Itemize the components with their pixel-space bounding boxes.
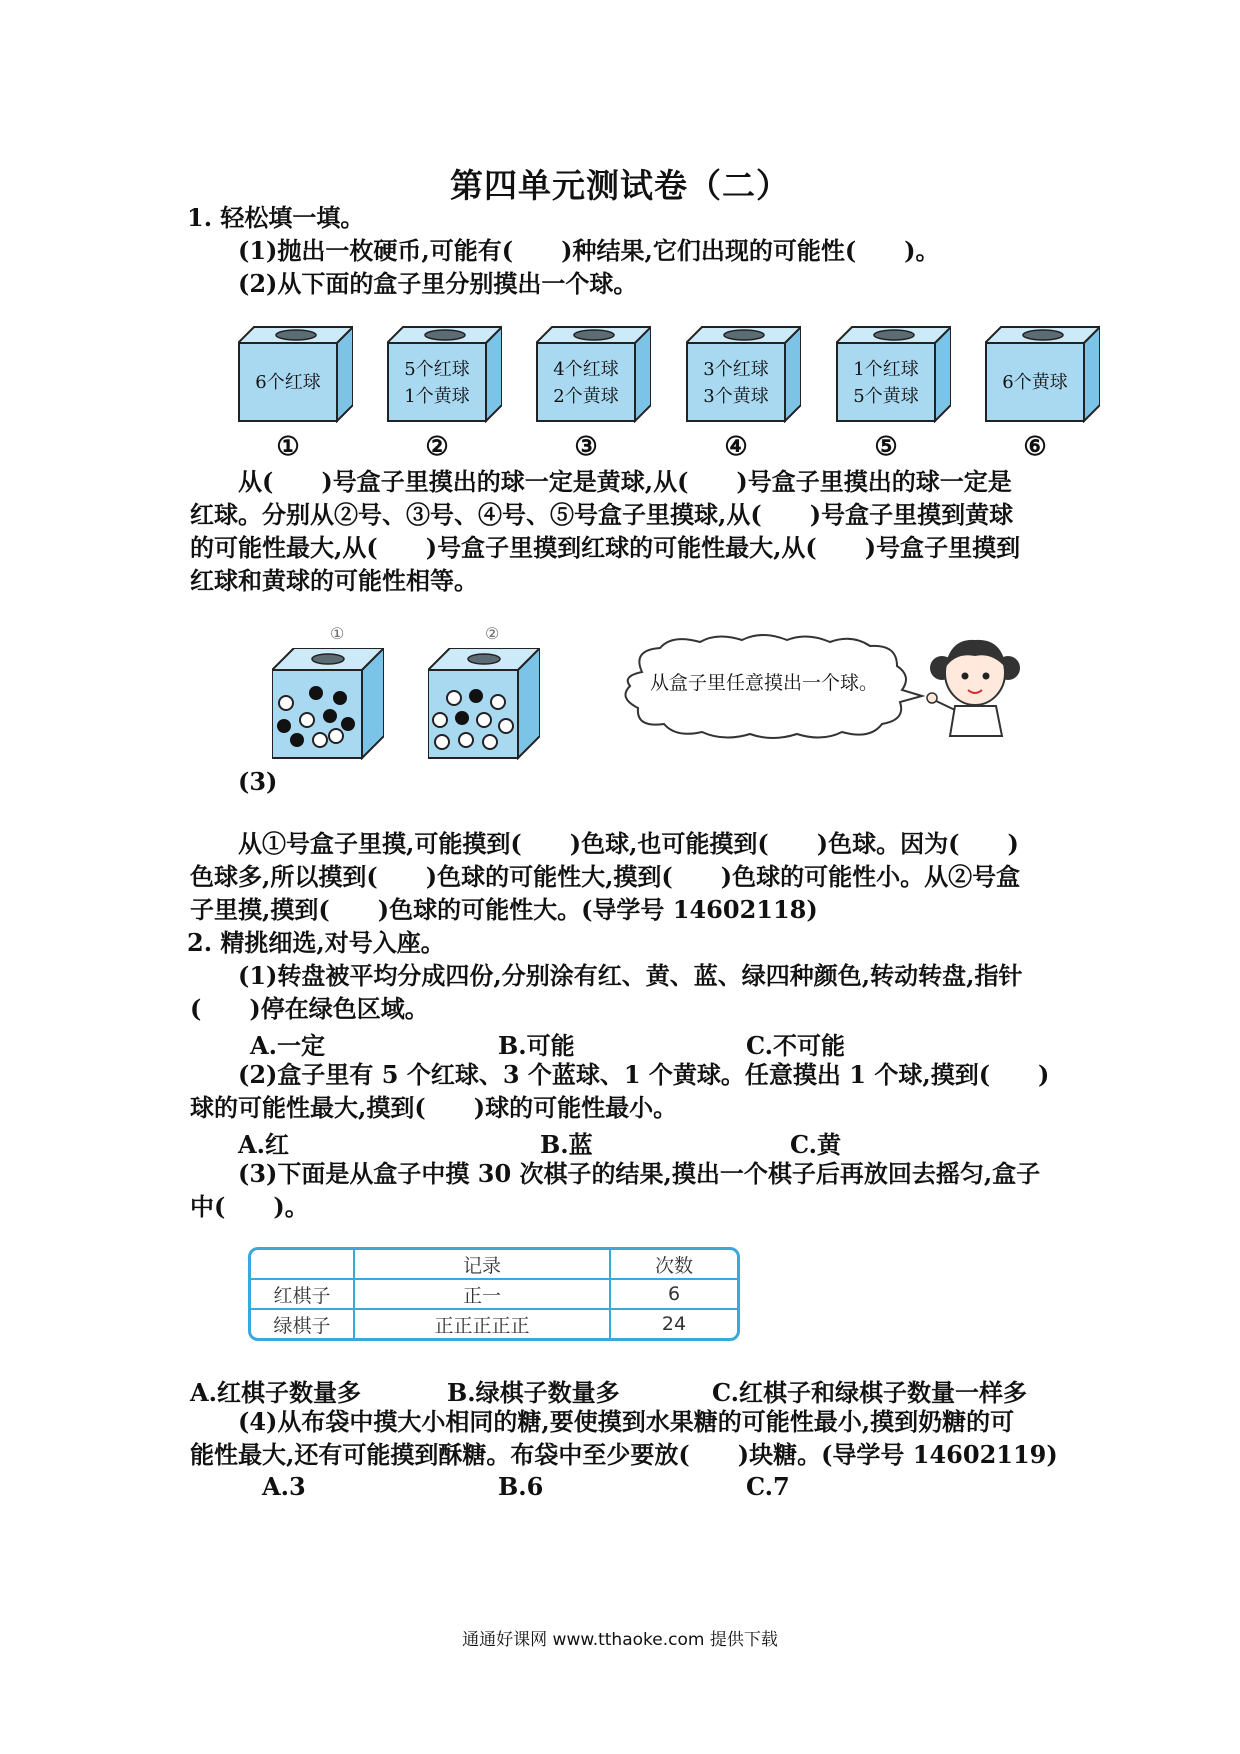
small-box-1-number: ①	[330, 624, 345, 643]
q2-s4-choice-c: C.7	[746, 1472, 790, 1501]
ball-box-2-image	[428, 648, 540, 760]
q1-part3-label: (3)	[238, 767, 278, 796]
q2-s4-line1: (4)从布袋中摸大小相同的糖,要使摸到水果糖的可能性最小,摸到奶糖的可	[238, 1407, 1015, 1436]
q1-p2-line4: 红球和黄球的可能性相等。	[190, 566, 478, 595]
q2-s3-line1: (3)下面是从盒子中摸 30 次棋子的结果,摸出一个棋子后再放回去摇匀,盒子	[238, 1159, 1041, 1188]
q2-s2-line2: 球的可能性最大,摸到( )球的可能性最小。	[190, 1093, 678, 1122]
q2-s1-line2: ( )停在绿色区域。	[190, 994, 429, 1023]
q2-s4-choice-a: A.3	[262, 1472, 306, 1501]
q2-s2-choice-a: A.红	[238, 1130, 289, 1159]
table-cell-record: 正一	[354, 1279, 610, 1309]
ball-box-4	[686, 325, 801, 423]
q2-s2-choice-b: B.蓝	[540, 1130, 593, 1159]
q2-s3-choice-b: B.绿棋子数量多	[447, 1378, 620, 1407]
q1-part2: (2)从下面的盒子里分别摸出一个球。	[238, 269, 638, 298]
q2-s1-line1: (1)转盘被平均分成四份,分别涂有红、黄、蓝、绿四种颜色,转动转盘,指针	[238, 961, 1023, 990]
table-header-cell	[251, 1250, 354, 1279]
box-label-line1: 6个红球	[255, 372, 321, 393]
box-number-2: ②	[425, 432, 449, 462]
table-cell-count: 24	[610, 1309, 737, 1338]
table-header-cell: 次数	[610, 1250, 737, 1279]
speech-text: 从盒子里任意摸出一个球。	[650, 672, 879, 694]
footer-text: 通通好课网 www.tthaoke.com 提供下载	[462, 1630, 778, 1650]
table-cell-name: 红棋子	[251, 1279, 354, 1309]
q1-p2-line1: 从( )号盒子里摸出的球一定是黄球,从( )号盒子里摸出的球一定是	[238, 467, 1012, 496]
box-label-line2: 2个黄球	[553, 386, 619, 407]
box-number-4: ④	[724, 432, 748, 462]
box-label-line1: 3个红球	[703, 359, 769, 380]
q2-heading: 2. 精挑细选,对号入座。	[187, 928, 445, 957]
table-header-cell: 记录	[354, 1250, 610, 1279]
page-title: 第四单元测试卷（二）	[450, 166, 790, 205]
ball-box-1	[238, 325, 353, 423]
ball-box-5	[836, 325, 951, 423]
table-cell-name: 绿棋子	[251, 1309, 354, 1338]
table-cell-record: 正正正正正	[354, 1309, 610, 1338]
ball-box-3	[536, 325, 651, 423]
q1-part1: (1)抛出一枚硬币,可能有( )种结果,它们出现的可能性( )。	[238, 236, 940, 265]
box-label-line1: 5个红球	[404, 359, 470, 380]
q2-s4-line2: 能性最大,还有可能摸到酥糖。布袋中至少要放( )块糖。(导学号 14602119)	[190, 1440, 1058, 1469]
box-number-5: ⑤	[874, 432, 898, 462]
box-label-line1: 4个红球	[553, 359, 619, 380]
q2-s3-choice-a: A.红棋子数量多	[190, 1378, 361, 1407]
table-header-row	[251, 1250, 737, 1279]
record-table-frame	[248, 1247, 740, 1341]
box-label-line2: 5个黄球	[853, 386, 919, 407]
q2-s1-choice-a: A.一定	[250, 1031, 325, 1060]
ball-box-2	[387, 325, 502, 423]
ball-box-6	[985, 325, 1100, 423]
box-label-line1: 1个红球	[853, 359, 919, 380]
box-number-3: ③	[574, 432, 598, 462]
small-box-2-number: ②	[485, 624, 500, 643]
q1-p3-line2: 色球多,所以摸到( )色球的可能性大,摸到( )色球的可能性小。从②号盒	[190, 862, 1021, 891]
table-cell-count: 6	[610, 1279, 737, 1309]
q2-s3-line2: 中( )。	[190, 1192, 309, 1221]
q1-p2-line3: 的可能性最大,从( )号盒子里摸到红球的可能性最大,从( )号盒子里摸到	[190, 533, 1021, 562]
box-label-line1: 6个黄球	[1002, 372, 1068, 393]
q2-s1-choice-c: C.不可能	[746, 1031, 846, 1060]
q2-s2-line1: (2)盒子里有 5 个红球、3 个蓝球、1 个黄球。任意摸出 1 个球,摸到( )	[238, 1060, 1050, 1089]
box-label-line2: 1个黄球	[404, 386, 470, 407]
q2-s4-choice-b: B.6	[498, 1472, 544, 1501]
box-number-1: ①	[276, 432, 300, 462]
q1-heading: 1. 轻松填一填。	[187, 203, 365, 232]
box-number-6: ⑥	[1023, 432, 1047, 462]
box-label-line2: 3个黄球	[703, 386, 769, 407]
ball-box-1-image	[272, 648, 384, 760]
q2-s2-choice-c: C.黄	[790, 1130, 842, 1159]
girl-illustration	[920, 628, 1030, 738]
q1-p3-line1: 从①号盒子里摸,可能摸到( )色球,也可能摸到( )色球。因为( )	[238, 829, 1019, 858]
table-row	[251, 1279, 737, 1309]
q2-s1-choice-b: B.可能	[498, 1031, 575, 1060]
q1-p3-line3: 子里摸,摸到( )色球的可能性大。(导学号 14602118)	[190, 895, 818, 924]
table-row	[251, 1309, 737, 1338]
record-table	[251, 1250, 737, 1338]
q1-p2-line2: 红球。分别从②号、③号、④号、⑤号盒子里摸球,从( )号盒子里摸到黄球	[190, 500, 1014, 529]
q2-s3-choice-c: C.红棋子和绿棋子数量一样多	[712, 1378, 1028, 1407]
